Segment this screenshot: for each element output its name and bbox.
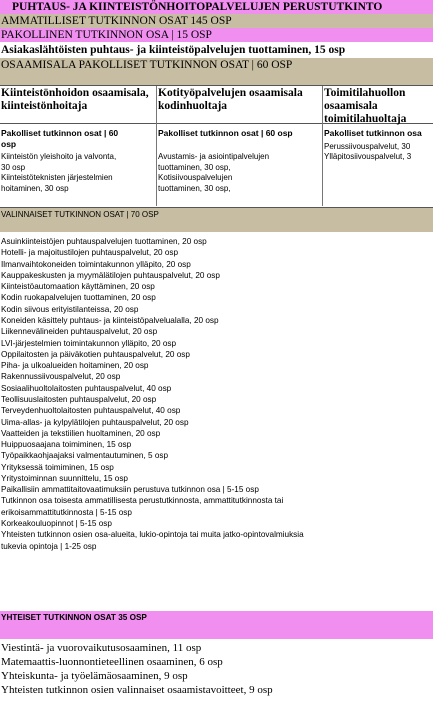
list-item: Tutkinnon osa toisesta ammatillisesta perustutkinnosta, ammattitutkinnosta tai (1, 496, 284, 506)
list-item: Teollisuuslaitosten puhtauspalvelut, 20 osp (1, 394, 157, 404)
column-line: Perussiivouspalvelut, 30 (324, 141, 411, 151)
list-item: Korkeakouluopinnot | 5-15 osp (1, 519, 112, 529)
list-item: Koneiden käsittely puhtaus- ja kiinteistöpalvelualalla, 20 osp (1, 315, 219, 325)
column-line: Kiinteistöteknisten järjestelmien (1, 173, 113, 182)
column-heading: Kiinteistönhoidon osaamisala, kiinteistönhoitaja (0, 86, 162, 124)
list-item: Viestintä- ja vuorovaikutusosaaminen, 11 osp (1, 642, 202, 654)
osaamisala-columns (0, 86, 433, 206)
yhteiset-list (0, 641, 433, 697)
list-item: Hotelli- ja majoitustilojen puhtauspalvelut, 20 osp (1, 248, 179, 258)
list-item: Kiinteistöautomaation käyttäminen, 20 osp (1, 282, 155, 292)
column-toimitilahuolto (322, 86, 433, 206)
column-line: Avustamis- ja asiointipalvelujen (158, 152, 270, 161)
valinnaiset-header: VALINNAISET TUTKINNON OSAT | 70 OSP (0, 207, 433, 232)
list-item: Paikallisiin ammattitaitovaatimuksiin perustuva tutkinnon osa | 5-15 osp (1, 485, 259, 495)
list-item: Työpaikkaohjaajaksi valmentautuminen, 5 osp (1, 451, 169, 461)
yhteiset-header: YHTEISET TUTKINNON OSAT 35 OSP (0, 611, 433, 639)
list-item: Rakennussiivouspalvelut, 20 osp (1, 372, 121, 382)
column-kotityopalvelut (156, 86, 322, 206)
list-item: Piha- ja ulkoalueiden hoitaminen, 20 osp (1, 361, 149, 371)
list-item: Sosiaalihuoltolaitosten puhtauspalvelut, 40 osp (1, 383, 172, 393)
column-line: tuottaminen, 30 osp, (158, 183, 231, 193)
list-item: LVI-järjestelmien toimintakunnon ylläpito, 20 osp (1, 338, 177, 348)
asiakas-item: Asiakaslähtöisten puhtaus- ja kiinteistöpalvelujen tuottaminen, 15 osp (1, 44, 346, 56)
column-line: Pakolliset tutkinnon osa (324, 128, 422, 138)
column-kiinteistonhoito (0, 86, 162, 206)
list-item: erikoisammattitutkinnosta | 5-15 osp (1, 507, 132, 517)
column-heading: Toimitilahuollon osaamisala toimitilahuoltaja (323, 86, 433, 124)
pakollinen-header: PAKOLLINEN TUTKINNON OSA | 15 OSP (0, 28, 433, 42)
column-line: osp (1, 138, 17, 149)
column-line: 30 osp (1, 162, 26, 172)
list-item: tukevia opintoja | 1-25 osp (1, 541, 97, 551)
column-line: tuottaminen, 30 osp, (158, 162, 231, 172)
list-item: Huippuosaajana toimiminen, 15 osp (1, 440, 132, 450)
list-item: Yhteiskunta- ja työelämäosaaminen, 9 osp (1, 670, 188, 682)
list-item: Yritystoiminnan suunnittelu, 15 osp (1, 473, 128, 483)
list-item: Kodin ruokapalvelujen tuottaminen, 20 osp (1, 293, 156, 303)
column-line: Pakolliset tutkinnon osat | 60 (1, 128, 119, 138)
list-item: Yhteisten tutkinnon osien osa-alueita, lukio-opintoja tai muita jatko-opintovalmiuksia (1, 530, 304, 540)
column-line: Kiinteistön yleishoito ja valvonta, (1, 152, 117, 161)
list-item: Kauppakeskusten ja myymälätilojen puhtauspalvelut, 20 osp (1, 270, 220, 280)
list-item: Matemaattis-luonnontieteellinen osaaminen, 6 osp (1, 656, 223, 668)
list-item: Asuinkiinteistöjen puhtauspalvelujen tuottaminen, 20 osp (1, 237, 207, 246)
valinnaiset-list (0, 236, 433, 552)
list-item: Liikennevälineiden puhtauspalvelut, 20 osp (1, 327, 158, 337)
list-item: Uima-allas- ja kylpylätilojen puhtauspalvelut, 20 osp (1, 417, 189, 427)
list-item: Terveydenhuoltolaitosten puhtauspalvelut, 40 osp (1, 406, 181, 416)
ammatilliset-header: AMMATILLISET TUTKINNON OSAT 145 OSP (0, 14, 433, 28)
column-line: Pakolliset tutkinnon osat | 60 osp (158, 128, 293, 138)
page-title: PUHTAUS- JA KIINTEISTÖNHOITOPALVELUJEN PERUSTUTKINTO (0, 0, 433, 14)
column-line (158, 142, 322, 153)
list-item: Kodin siivous erityistilanteissa, 20 osp (1, 304, 139, 314)
column-heading: Kotityöpalvelujen osaamisala kodinhuoltaja (157, 86, 322, 124)
list-item: Oppilaitosten ja päiväkotien puhtauspalvelut, 20 osp (1, 349, 190, 359)
list-item: Ilmanvaihtokoneiden toimintakunnon ylläpito, 20 osp (1, 259, 191, 269)
list-item: Yrityksessä toimiminen, 15 osp (1, 462, 114, 472)
list-item: Yhteisten tutkinnon osien valinnaiset osaamistavoitteet, 9 osp (1, 684, 273, 696)
column-line: Ylläpitosiivouspalvelut, 3 (324, 152, 412, 161)
column-line: hoitaminen, 30 osp (1, 183, 69, 193)
column-line: Kotisiivouspalvelujen (158, 173, 233, 182)
list-item: Vaatteiden ja tekstiilien huoltaminen, 20 osp (1, 428, 161, 438)
osaamisala-header: OSAAMISALA PAKOLLISET TUTKINNON OSAT | 60 OSP (0, 58, 433, 86)
